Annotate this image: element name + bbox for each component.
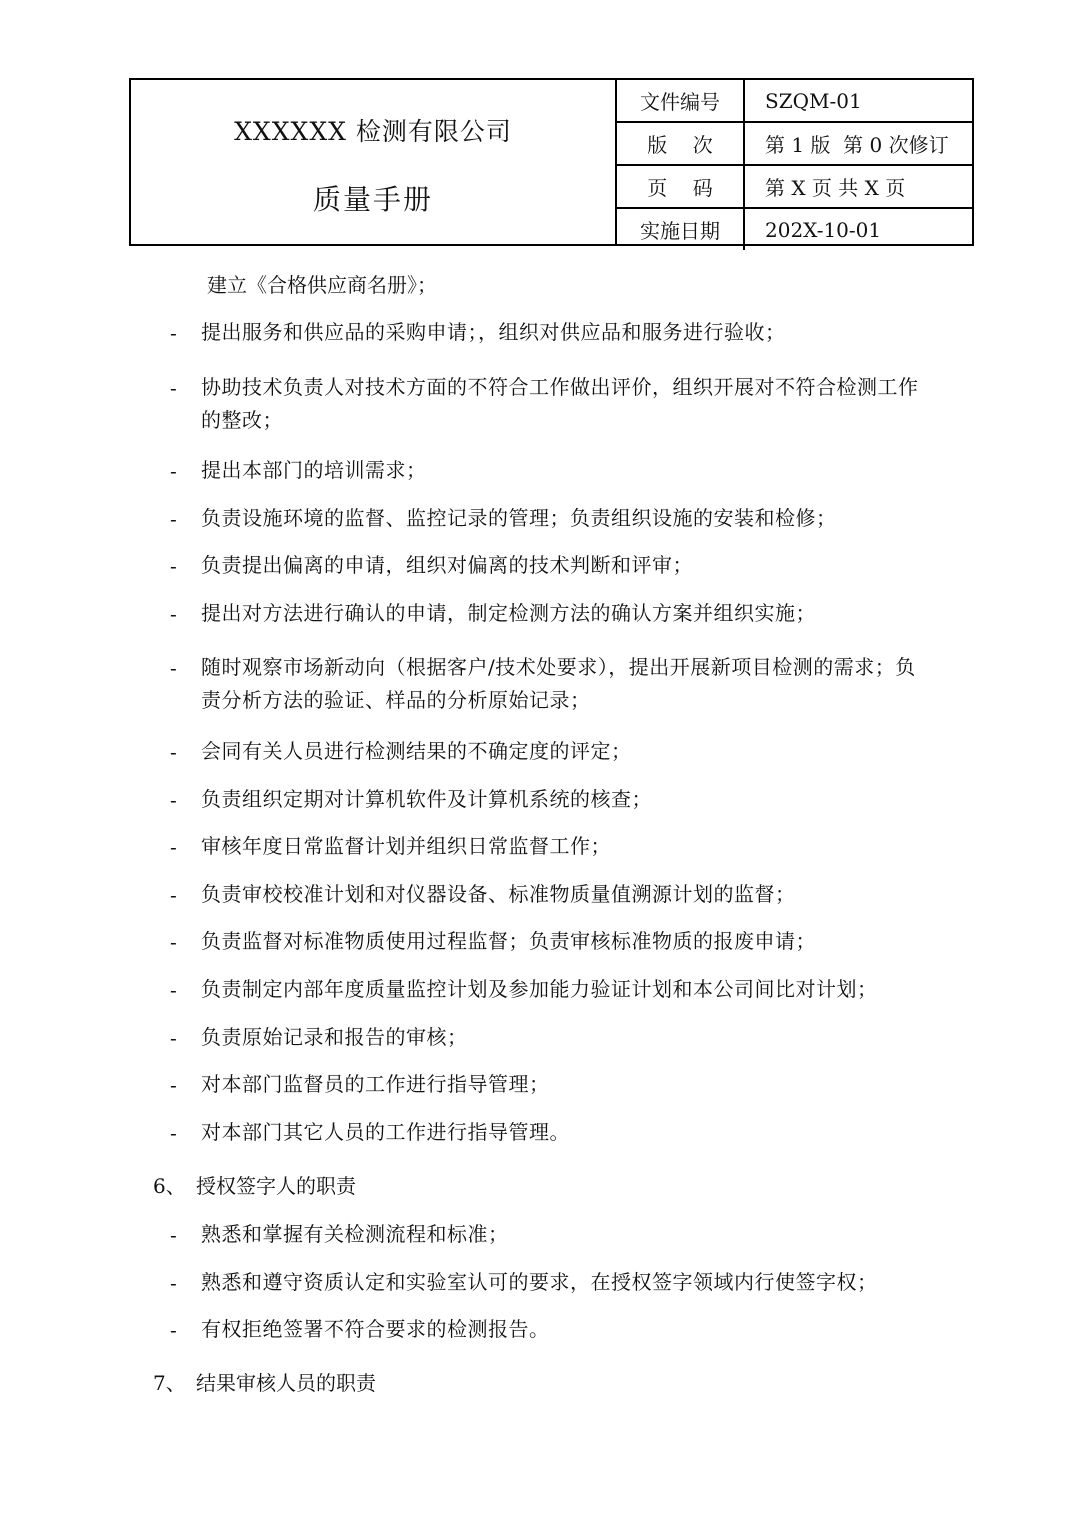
bullet-dash: - [170, 376, 177, 400]
list-item: 提出本部门的培训需求； [201, 458, 427, 482]
list-item: 提出对方法进行确认的申请，制定检测方法的确认方案并组织实施； [201, 601, 816, 625]
bullet-dash: - [170, 602, 177, 626]
manual-title: 质量手册 [312, 183, 433, 216]
list-item: 提出服务和供应品的采购申请；，组织对供应品和服务进行验收； [201, 320, 786, 344]
bullet-dash: - [170, 740, 177, 764]
bullet-dash: - [170, 788, 177, 812]
bullet-dash: - [170, 1073, 177, 1097]
bullet-dash: - [170, 1223, 177, 1247]
list-item: 负责设施环境的监督、监控记录的管理；负责组织设施的安装和检修； [201, 506, 837, 530]
bullet-dash: - [170, 930, 177, 954]
header-title-block [131, 80, 617, 244]
bullet-dash: - [170, 978, 177, 1002]
bullet-dash: - [170, 321, 177, 345]
bullet-dash: - [170, 1271, 177, 1295]
section-6-number: 6、 [153, 1174, 186, 1198]
bullet-dash: - [170, 507, 177, 531]
list-item: 有权拒绝签署不符合要求的检测报告。 [201, 1317, 550, 1341]
section-6-title: 授权签字人的职责 [196, 1174, 356, 1198]
meta-value: 第 1 版 第 0 次修订 [744, 122, 972, 165]
meta-key: 版 次 [617, 122, 744, 165]
list-item: 协助技术负责人对技术方面的不符合工作做出评价，组织开展对不符合检测工作的整改； [201, 375, 919, 432]
document-header [129, 78, 974, 246]
meta-value: SZQM-01 [744, 80, 972, 122]
bullet-dash: - [170, 835, 177, 859]
list-item: 负责提出偏离的申请，组织对偏离的技术判断和评审； [201, 553, 693, 577]
bullet-dash: - [170, 554, 177, 578]
meta-row-effective-date [617, 208, 972, 250]
list-item: 负责原始记录和报告的审核； [201, 1025, 468, 1049]
bullet-dash: - [170, 883, 177, 907]
section-7-number: 7、 [153, 1371, 186, 1395]
list-item: 负责组织定期对计算机软件及计算机系统的核查； [201, 787, 652, 811]
list-item: 对本部门监督员的工作进行指导管理； [201, 1072, 550, 1096]
bullet-dash: - [170, 1318, 177, 1342]
list-item: 熟悉和掌握有关检测流程和标准； [201, 1222, 509, 1246]
section-7-title: 结果审核人员的职责 [196, 1371, 376, 1395]
list-item: 审核年度日常监督计划并组织日常监督工作； [201, 834, 611, 858]
meta-key: 实施日期 [617, 208, 744, 250]
meta-value: 第 X 页 共 X 页 [744, 165, 972, 208]
continuation-line: 建立《合格供应商名册》； [207, 273, 437, 297]
meta-row-page [617, 165, 972, 208]
meta-row-file-number [617, 80, 972, 122]
list-item: 熟悉和遵守资质认定和实验室认可的要求，在授权签字领域内行使签字权； [201, 1270, 878, 1294]
bullet-dash: - [170, 1121, 177, 1145]
list-item: 负责制定内部年度质量监控计划及参加能力验证计划和本公司间比对计划； [201, 977, 878, 1001]
bullet-dash: - [170, 459, 177, 483]
bullet-dash: - [170, 1026, 177, 1050]
bullet-dash: - [170, 656, 177, 680]
document-meta-table [617, 80, 972, 250]
list-item: 会同有关人员进行检测结果的不确定度的评定； [201, 739, 632, 763]
meta-row-edition [617, 122, 972, 165]
meta-key: 页 码 [617, 165, 744, 208]
list-item: 负责监督对标准物质使用过程监督；负责审核标准物质的报废申请； [201, 929, 816, 953]
list-item: 负责审校校准计划和对仪器设备、标准物质量值溯源计划的监督； [201, 882, 796, 906]
list-item: 随时观察市场新动向（根据客户/技术处要求），提出开展新项目检测的需求；负责分析方法的验证、样品的分析原始记录； [201, 655, 916, 712]
company-name: XXXXXX 检测有限公司 [234, 117, 512, 146]
list-item: 对本部门其它人员的工作进行指导管理。 [201, 1120, 570, 1144]
meta-key: 文件编号 [617, 80, 744, 122]
meta-value: 202X-10-01 [744, 208, 972, 250]
